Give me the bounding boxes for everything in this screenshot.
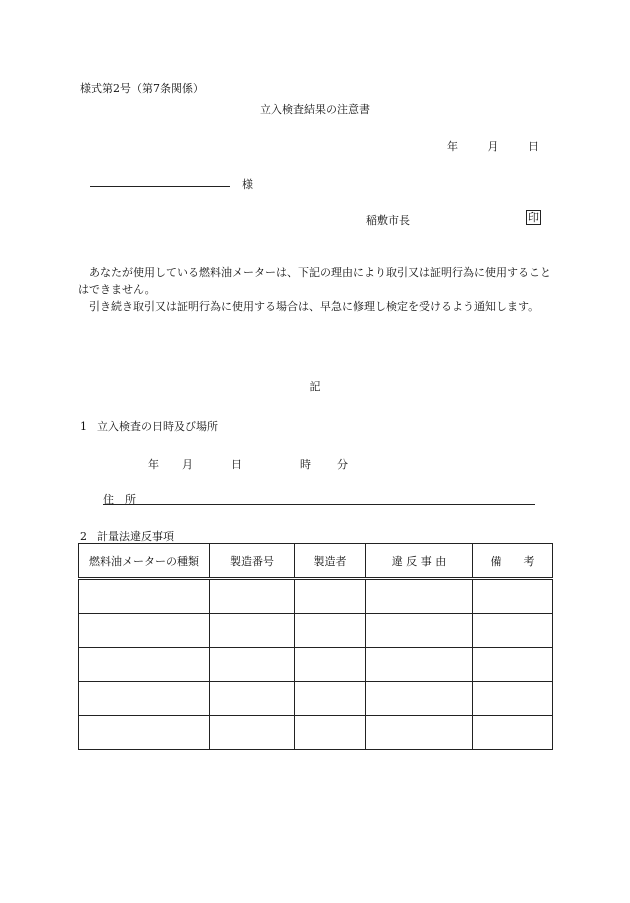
table-cell (79, 614, 210, 648)
section-1-number: 1 (80, 420, 87, 433)
inspection-datetime (148, 456, 348, 472)
inspection-address-label: 住 所 (103, 493, 136, 506)
table-cell (79, 682, 210, 716)
table-cell (295, 579, 366, 614)
issue-date (421, 138, 539, 154)
ki-heading: 記 (309, 380, 321, 393)
section-2-heading (80, 528, 174, 544)
date-day-label: 日 (528, 140, 539, 153)
notice-body (78, 264, 552, 315)
section-2-title: 計量法違反事項 (97, 530, 174, 543)
table-cell (295, 614, 366, 648)
inspection-address-line (103, 504, 535, 505)
header-meter-type: 燃料油メーターの種類 (79, 544, 210, 579)
header-remarks: 備 考 (473, 544, 553, 579)
table-cell (79, 648, 210, 682)
inspection-minute-label: 分 (337, 458, 348, 471)
inspection-hour-label: 時 (300, 458, 311, 471)
section-1-heading (80, 418, 218, 434)
table-cell (473, 648, 553, 682)
table-cell (210, 614, 295, 648)
inspection-day-label: 日 (231, 458, 242, 471)
table-cell (473, 579, 553, 614)
date-year-label: 年 (447, 140, 458, 153)
notice-paragraph-2: 引き続き取引又は証明行為に使用する場合は、早急に修理し検定を受けるよう通知します。 (89, 300, 540, 313)
table-cell (210, 682, 295, 716)
header-manufacturer: 製造者 (295, 544, 366, 579)
table-row (79, 614, 553, 648)
table-cell (79, 579, 210, 614)
document-title: 立入検査結果の注意書 (260, 103, 370, 116)
section-2-number: 2 (80, 530, 87, 543)
table-cell (366, 614, 473, 648)
header-serial-number: 製造番号 (210, 544, 295, 579)
inspection-month-label: 月 (182, 458, 193, 471)
table-cell (295, 648, 366, 682)
table-row (79, 579, 553, 614)
table-cell (366, 579, 473, 614)
table-cell (210, 648, 295, 682)
table-cell (473, 716, 553, 750)
table-cell (210, 716, 295, 750)
violations-table (78, 543, 553, 750)
table-cell (366, 716, 473, 750)
table-cell (79, 716, 210, 750)
addressee-honorific: 様 (242, 178, 253, 191)
form-number: 様式第2号（第7条関係） (80, 82, 204, 95)
table-header-row (79, 544, 553, 579)
inspection-year-label: 年 (148, 458, 159, 471)
table-row (79, 648, 553, 682)
table-row (79, 716, 553, 750)
section-1-title: 立入検査の日時及び場所 (97, 420, 218, 433)
notice-paragraph-1: あなたが使用している燃料油メーターは、下記の理由により取引又は証明行為に使用することはできません。 (78, 266, 551, 296)
issuer-mayor: 稲敷市長 (366, 214, 410, 227)
table-cell (295, 682, 366, 716)
header-violation-reason: 違 反 事 由 (366, 544, 473, 579)
table-cell (366, 648, 473, 682)
table-cell (295, 716, 366, 750)
table-cell (473, 614, 553, 648)
table-cell (366, 682, 473, 716)
table-row (79, 682, 553, 716)
date-month-label: 月 (487, 140, 499, 153)
addressee-blank-line (90, 186, 230, 187)
seal-stamp: 印 (528, 211, 539, 224)
table-cell (210, 579, 295, 614)
table-cell (473, 682, 553, 716)
